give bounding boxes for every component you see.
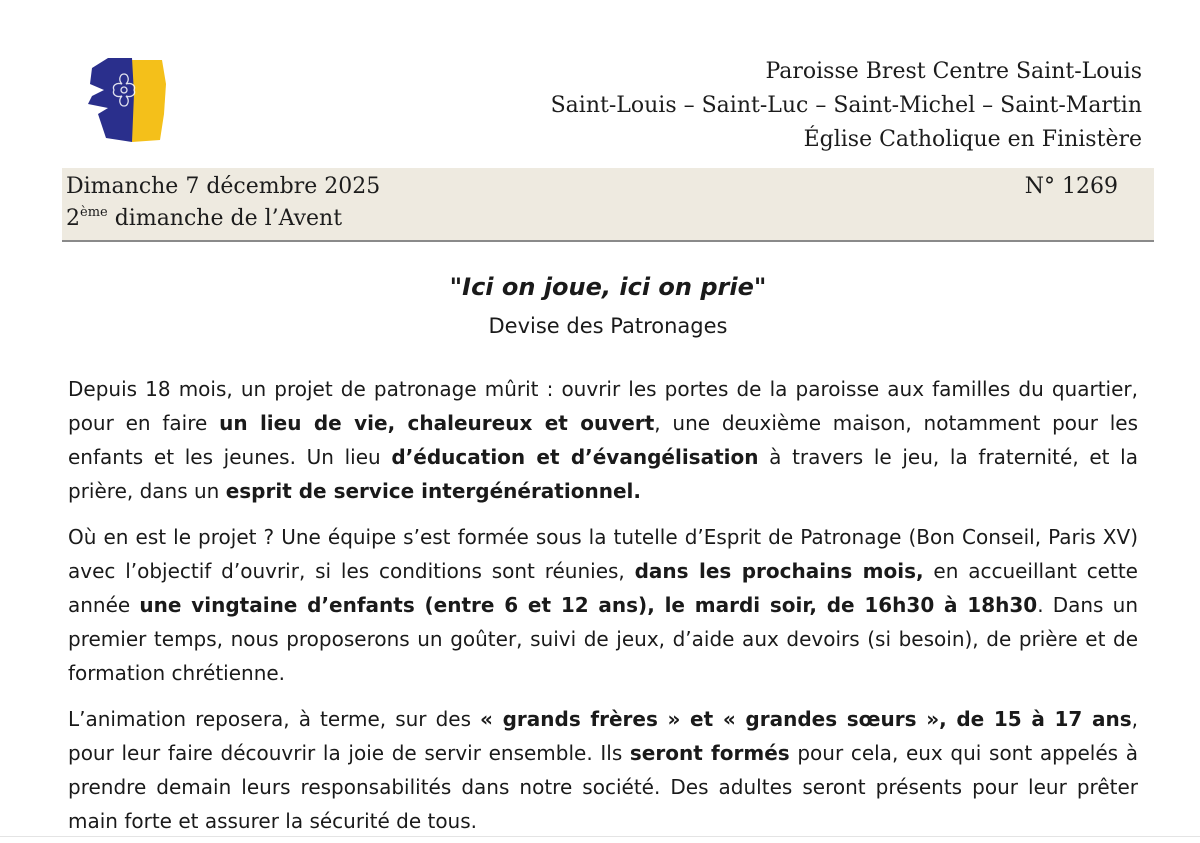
text-run: , une deuxième maison, notamment pour les enfants et les jeunes. Un lieu: [68, 411, 1138, 469]
bold-text-run: esprit de service intergénérationnel.: [225, 479, 641, 503]
text-run: pour cela, eux qui sont appelés à prendre demain leurs responsabilités dans notre société. Des adultes seront présents pour leur prêter main forte et assurer la sécurité de tous.: [68, 741, 1139, 833]
article-paragraph: [68, 520, 1138, 690]
text-run: Depuis 18 mois, un projet de patronage mûrit : ouvrir les portes de la paroisse aux familles du quartier, pour en faire: [68, 377, 1138, 435]
motto-quote: "Ici on joue, ici on prie": [449, 273, 767, 301]
issue-number: N° 1269: [1024, 174, 1118, 199]
article-paragraph: [68, 702, 1138, 838]
page-bottom-edge: [0, 836, 1200, 843]
issue-band: [62, 168, 1154, 242]
sunday-name: dimanche de l’Avent: [107, 206, 343, 231]
issue-date: Dimanche 7 décembre 2025: [66, 174, 381, 199]
liturgical-sunday: [66, 204, 342, 234]
bold-text-run: « grands frères » et « grandes sœurs », de 15 à 17 ans: [480, 707, 1132, 731]
parish-churches: Saint-Louis – Saint-Luc – Saint-Michel – Saint-Martin: [550, 93, 1142, 118]
text-run: . Dans un premier temps, nous proposerons un goûter, suivi de jeux, d’aide aux devoirs (si besoin), de prière et de formation chrétienne.: [68, 593, 1138, 685]
motto-source: Devise des Patronages: [488, 314, 728, 338]
article-paragraph: [68, 372, 1138, 508]
parish-name: Paroisse Brest Centre Saint-Louis: [765, 59, 1142, 84]
sunday-number: 2: [66, 206, 80, 231]
bold-text-run: d’éducation et d’évangélisation: [391, 445, 759, 469]
bold-text-run: un lieu de vie, chaleureux et ouvert: [219, 411, 655, 435]
bold-text-run: dans les prochains mois,: [634, 559, 924, 583]
parish-header: [551, 55, 1142, 157]
article-body: [68, 372, 1138, 843]
diocese-name: Église Catholique en Finistère: [803, 127, 1142, 152]
text-run: , pour leur faire découvrir la joie de servir ensemble. Ils: [68, 707, 1138, 765]
text-run: L’animation reposera, à terme, sur des: [68, 707, 481, 731]
bold-text-run: une vingtaine d’enfants (entre 6 et 12 ans), le mardi soir, de 16h30 à 18h30: [139, 593, 1038, 617]
bold-text-run: seront formés: [629, 741, 790, 765]
parish-logo-icon: [84, 54, 168, 146]
text-run: à travers le jeu, la fraternité, et la prière, dans un: [68, 445, 1138, 503]
sunday-ordinal-suffix: ème: [80, 205, 108, 220]
text-run: en accueillant cette année: [68, 559, 1138, 617]
text-run: Où en est le projet ? Une équipe s’est formée sous la tutelle d’Esprit de Patronage (Bon Conseil, Paris XV) avec l’objectif d’ouvrir, si les conditions sont réunies,: [68, 525, 1138, 583]
